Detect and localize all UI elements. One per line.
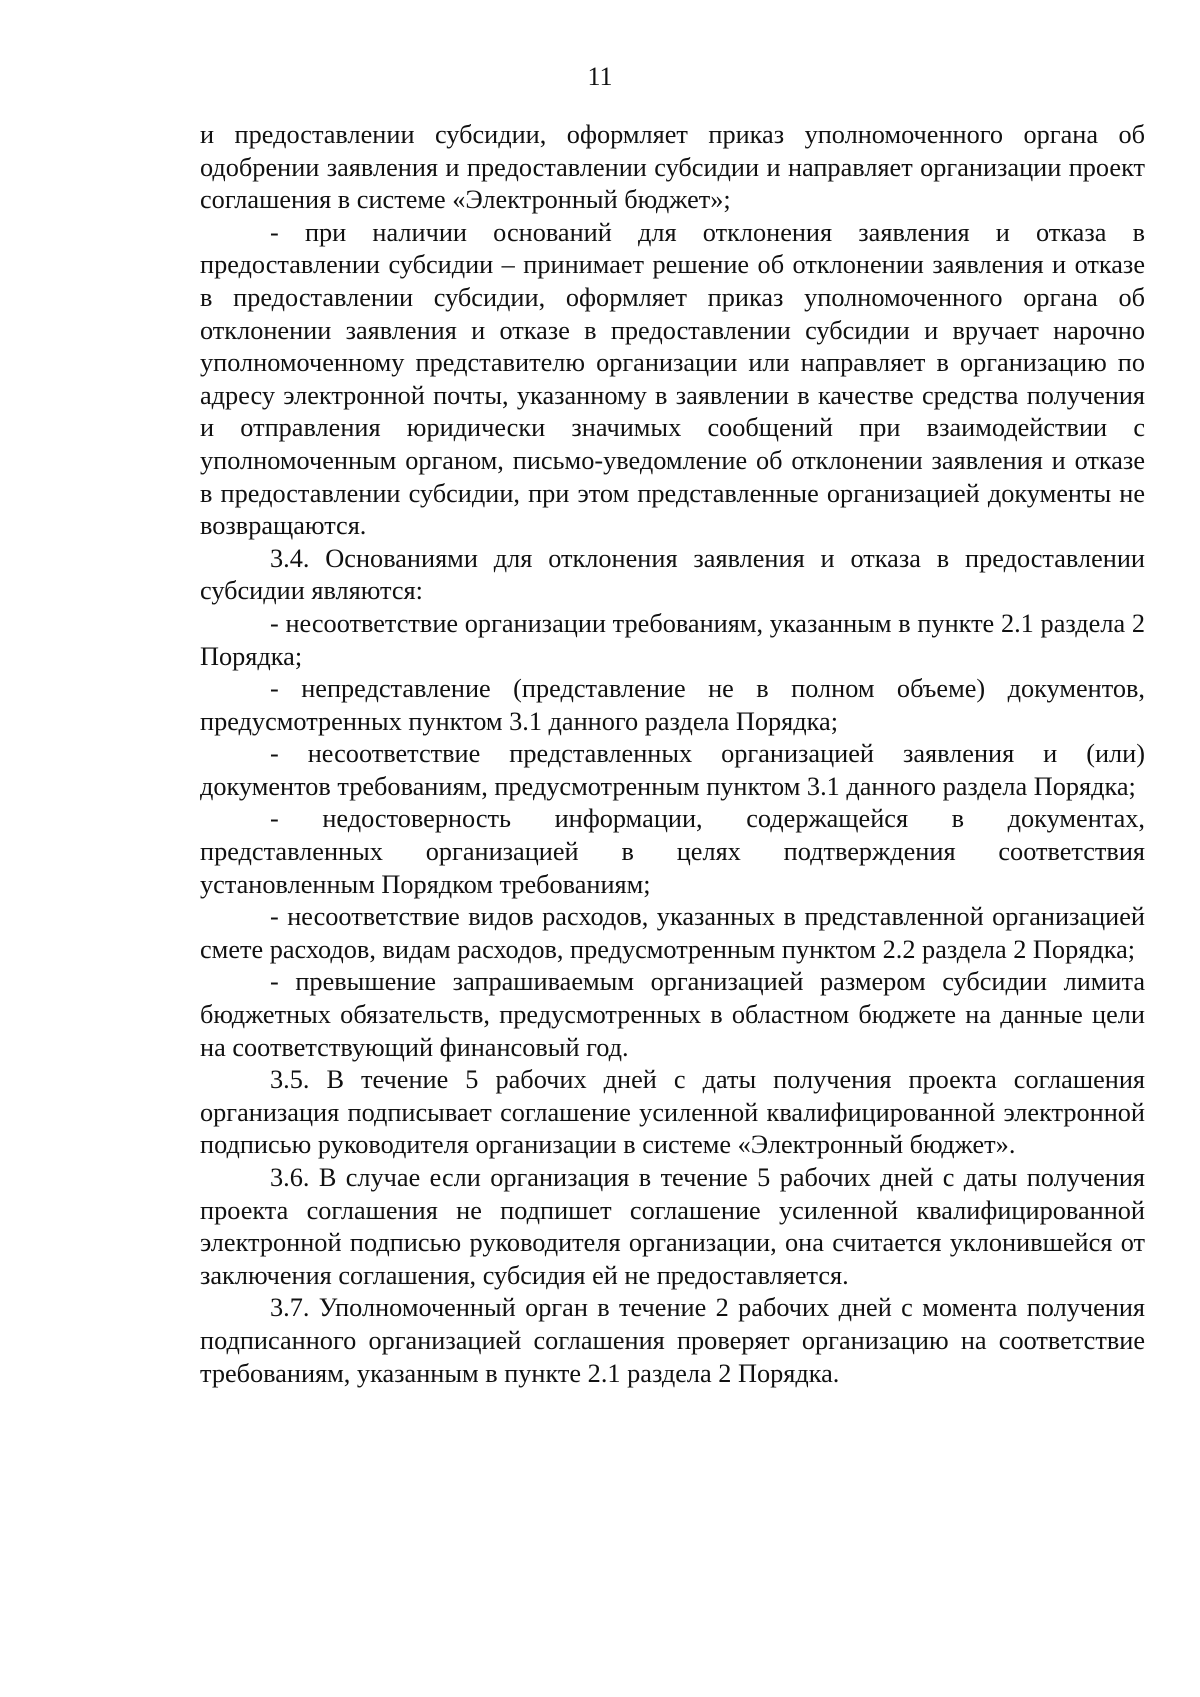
paragraph-section-3-6: 3.6. В случае если организация в течение 5 рабочих дней с даты получения проекта соглашения не подпишет соглашение усиленной квалифицированной электронной подписью руководителя организации, она считается уклонившейся от заключения соглашения, субсидия ей не предоставляется.	[200, 1163, 1145, 1290]
list-item: - несоответствие организации требованиям, указанным в пункте 2.1 раздела 2 Порядка;	[200, 608, 1145, 671]
list-item: - несоответствие видов расходов, указанных в представленной организацией смете расходов, видам расходов, предусмотренным пунктом 2.2 раздела 2 Порядка;	[200, 902, 1145, 964]
paragraph-section-3-7: 3.7. Уполномоченный орган в течение 2 рабочих дней с момента получения подписанного организацией соглашения проверяет организацию на соответствие требованиям, указанным в пункте 2.1 раздела 2 Порядка.	[200, 1293, 1145, 1388]
list-item: - непредставление (представление не в полном объеме) документов, предусмотренных пунктом 3.1 данного раздела Порядка;	[200, 674, 1145, 736]
paragraph-section-3-5: 3.5. В течение 5 рабочих дней с даты получения проекта соглашения организация подписывает соглашение усиленной квалифицированной электронной подписью руководителя организации в системе «Электронный бюджет».	[200, 1065, 1145, 1160]
list-item: - превышение запрашиваемым организацией размером субсидии лимита бюджетных обязательств, предусмотренных в областном бюджете на данные цели на соответствующий финансовый год.	[200, 967, 1145, 1062]
document-body	[200, 119, 1145, 1390]
list-item: - несоответствие представленных организацией заявления и (или) документов требованиям, предусмотренным пунктом 3.1 данного раздела Порядка;	[200, 739, 1145, 801]
paragraph: - при наличии оснований для отклонения заявления и отказа в предоставлении субсидии – принимает решение об отклонении заявления и отказе в предоставлении субсидии, оформляет приказ уполномоченного органа об отклонении заявления и отказе в предоставлении субсидии и вручает нарочно уполномоченному представителю организации или направляет в организацию по адресу электронной почты, указанному в заявлении в качестве средства получения и отправления юридически значимых сообщений при взаимодействии с уполномоченным органом, письмо-уведомление об отклонении заявления и отказе в предоставлении субсидии, при этом представленные организацией документы не возвращаются.	[200, 217, 1145, 541]
page-number: 11	[587, 62, 613, 91]
list-item: - недостоверность информации, содержащейся в документах, представленных организацией в целях подтверждения соответствия установленным Порядком требованиям;	[200, 804, 1145, 899]
paragraph: и предоставлении субсидии, оформляет приказ уполномоченного органа об одобрении заявления и предоставлении субсидии и направляет организации проект соглашения в системе «Электронный бюджет»;	[200, 120, 1145, 215]
paragraph-section-3-4: 3.4. Основаниями для отклонения заявления и отказа в предоставлении субсидии являются:	[200, 543, 1145, 606]
